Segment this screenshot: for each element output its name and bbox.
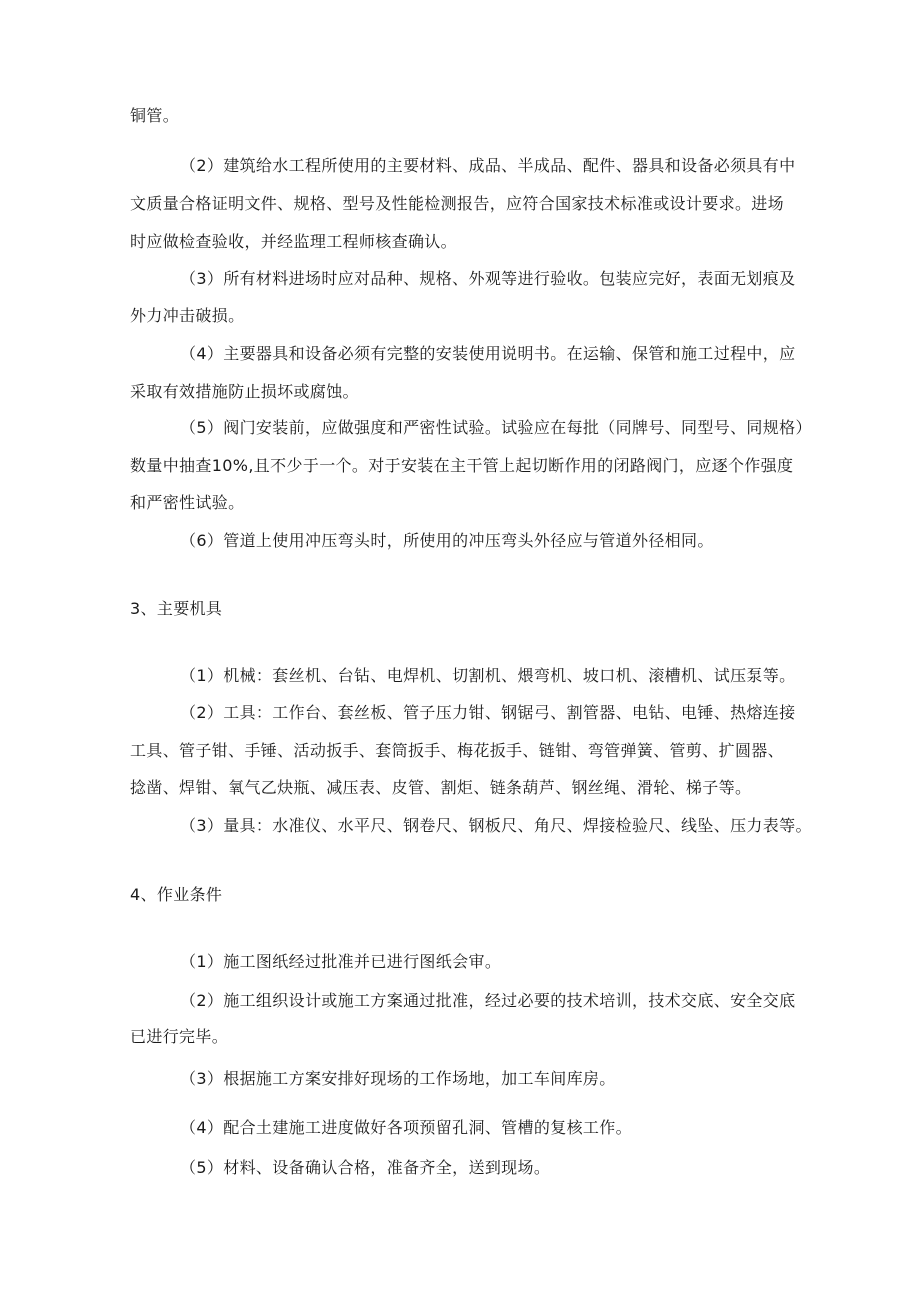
materials-item-6-line-1: （6）管道上使用冲压弯头时，所使用的冲压弯头外径应与管道外径相同。	[180, 531, 714, 550]
materials-item-3-line-2: 外力冲击破损。	[130, 306, 245, 325]
conditions-item-4-line-1: （4）配合土建施工进度做好各项预留孔洞、管槽的复核工作。	[180, 1118, 632, 1137]
section-4-heading: 4、作业条件	[130, 885, 223, 904]
materials-item-2-line-1: （2）建筑给水工程所使用的主要材料、成品、半成品、配件、器具和设备必须具有中	[180, 156, 796, 175]
tools-item-2-line-1: （2）工具：工作台、套丝板、管子压力钳、钢锯弓、割管器、电钻、电锤、热熔连接	[180, 703, 796, 722]
materials-item-5-line-3: 和严密性试验。	[130, 493, 245, 512]
conditions-item-2-line-2: 已进行完毕。	[130, 1027, 229, 1046]
materials-item-4-line-1: （4）主要器具和设备必须有完整的安装使用说明书。在运输、保管和施工过程中，应	[180, 344, 796, 363]
materials-item-5-line-1: （5）阀门安装前，应做强度和严密性试验。试验应在每批（同牌号、同型号、同规格）	[180, 418, 812, 437]
conditions-item-3-line-1: （3）根据施工方案安排好现场的工作场地，加工车间库房。	[180, 1069, 616, 1088]
section-3-heading: 3、主要机具	[130, 599, 223, 618]
conditions-item-2-line-1: （2）施工组织设计或施工方案通过批准，经过必要的技术培训，技术交底、安全交底	[180, 991, 796, 1010]
materials-item-5-line-2: 数量中抽查10%,且不少于一个。对于安装在主干管上起切断作用的闭路阀门，应逐个作强度	[130, 456, 794, 475]
conditions-item-1-line-1: （1）施工图纸经过批准并已进行图纸会审。	[180, 952, 502, 971]
tools-item-2-line-3: 捻凿、焊钳、氧气乙炔瓶、减压表、皮管、割炬、链条葫芦、钢丝绳、滑轮、梯子等。	[130, 778, 752, 797]
materials-item-2-line-2: 文质量合格证明文件、规格、型号及性能检测报告，应符合国家技术标准或设计要求。进场	[130, 194, 785, 213]
materials-item-4-line-2: 采取有效措施防止损坏或腐蚀。	[130, 382, 359, 401]
materials-item-3-line-1: （3）所有材料进场时应对品种、规格、外观等进行验收。包装应完好，表面无划痕及	[180, 269, 796, 288]
tools-item-2-line-2: 工具、管子钳、手锤、活动扳手、套筒扳手、梅花扳手、链钳、弯管弹簧、管剪、扩圆器、	[130, 741, 785, 760]
conditions-item-5-line-1: （5）材料、设备确认合格，准备齐全，送到现场。	[180, 1158, 551, 1177]
materials-item-2-line-3: 时应做检查验收，并经监理工程师核查确认。	[130, 232, 458, 251]
intro-line: 铜管。	[130, 106, 180, 125]
tools-item-3-line-1: （3）量具：水准仪、水平尺、钢卷尺、钢板尺、角尺、焊接检验尺、线坠、压力表等。	[180, 816, 812, 835]
tools-item-1-line-1: （1）机械：套丝机、台钻、电焊机、切割机、煨弯机、坡口机、滚槽机、试压泵等。	[180, 666, 796, 685]
